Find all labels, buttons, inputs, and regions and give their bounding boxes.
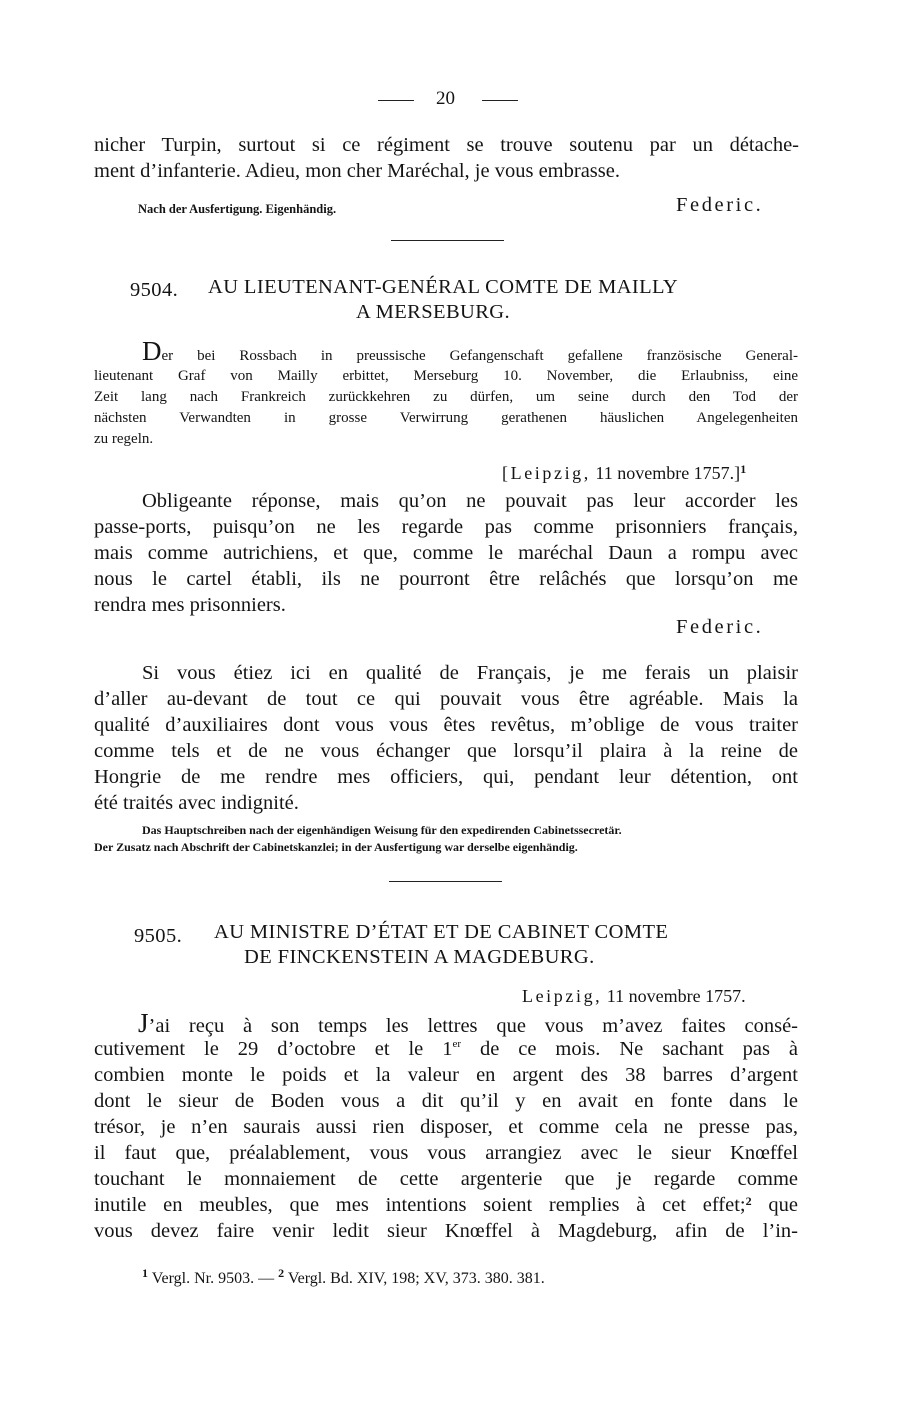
footnote-text: Vergl. Nr. 9503. — bbox=[151, 1270, 275, 1287]
postscript-line: qualité d’auxiliaires dont vous vous êtes revêtus, m’oblige de vous traiter bbox=[94, 714, 798, 736]
archival-note: Das Hauptschreiben nach der eigenhändigen Weisung für den expedirenden Cabinetssecretär. bbox=[142, 823, 622, 837]
letter-heading: A MERSEBURG. bbox=[356, 301, 511, 323]
summary-line: zu regeln. bbox=[94, 431, 154, 447]
footnote-marker: 2 bbox=[278, 1266, 285, 1280]
page-number-dash-left bbox=[378, 100, 414, 101]
summary-initial: D bbox=[142, 336, 162, 366]
postscript-line: comme tels et de ne vous échanger que lorsqu’il plaira à la reine de bbox=[94, 740, 798, 762]
letter-body-line: inutile en meubles, que mes intentions soient remplies à cet effet;$^2$ que bbox=[94, 1194, 798, 1216]
footnote-marker: 2 bbox=[745, 1194, 752, 1208]
letter-number: 9504. bbox=[130, 279, 179, 301]
letter-body-line: Obligeante réponse, mais qu’on ne pouvait pas leur accorder les bbox=[142, 490, 798, 512]
letter-body-line: J’ai reçu à son temps les lettres que vous m’avez faites consé- bbox=[138, 1008, 798, 1038]
letter-date: [Leipzig, 11 novembre 1757.]$^1$ bbox=[502, 462, 747, 483]
signature: Federic. bbox=[676, 194, 764, 216]
letter-body-line: trésor, je n’en saurais aussi rien disposer, et comme cela ne presse pas, bbox=[94, 1116, 798, 1138]
letter-heading: DE FINCKENSTEIN A MAGDEBURG. bbox=[244, 946, 595, 968]
section-divider bbox=[391, 240, 504, 241]
summary-line: Der bei Rossbach in preussische Gefangenschaft gefallene französische General- bbox=[142, 336, 798, 366]
postscript-line: Hongrie de me rendre mes officiers, qui, pendant leur détention, ont bbox=[94, 766, 798, 788]
summary-line: lieutenant Graf von Mailly erbittet, Merseburg 10. November, die Erlaubniss, eine bbox=[94, 368, 798, 384]
letter-body-line: combien monte le poids et la valeur en argent des 38 barres d’argent bbox=[94, 1064, 798, 1086]
source-note: Nach der Ausfertigung. Eigenhändig. bbox=[138, 202, 337, 216]
letter-body-line: il faut que, préalablement, vous vous arrangiez avec le sieur Knœffel bbox=[94, 1142, 798, 1164]
letter-number: 9505. bbox=[134, 925, 183, 947]
body-initial: J bbox=[138, 1008, 149, 1038]
footnotes bbox=[142, 1268, 545, 1289]
footnote-marker: 1 bbox=[142, 1266, 148, 1280]
signature: Federic. bbox=[676, 616, 764, 638]
letter-body-line: cutivement le 29 d’octobre et le 1er de ce mois. Ne sachant pas à bbox=[94, 1038, 799, 1060]
letter-heading: AU LIEUTENANT-GENÉRAL COMTE DE MAILLY bbox=[208, 276, 679, 298]
postscript-line: Si vous étiez ici en qualité de Français, je me ferais un plaisir bbox=[142, 662, 798, 684]
letter-body-line: dont le sieur de Boden vous a dit qu’il y en avait en fonte dans le bbox=[94, 1090, 798, 1112]
summary-line: nächsten Verwandten in grosse Verwirrung gerathenen häuslichen Angelegenheiten bbox=[94, 410, 798, 426]
page-number-dash-right bbox=[482, 100, 518, 101]
footnote-text: Vergl. Bd. XIV, 198; XV, 373. 380. 381. bbox=[287, 1270, 545, 1287]
page-number: 20 bbox=[436, 88, 455, 109]
letter-body-line: passe-ports, puisqu’on ne les regarde pas comme prisonniers français, bbox=[94, 516, 798, 538]
letter-body-line: nous le cartel établi, ils ne pourront être relâchés que lorsqu’on me bbox=[94, 568, 798, 590]
letter-body-line: rendra mes prisonniers. bbox=[94, 594, 286, 616]
letter-body-line: mais comme autrichiens, et que, comme le maréchal Daun a rompu avec bbox=[94, 542, 798, 564]
letter-body-line: vous devez faire venir ledit sieur Knœffel à Magdeburg, afin de l’in- bbox=[94, 1220, 798, 1242]
postscript-line: été traités avec indignité. bbox=[94, 792, 299, 814]
footnote-marker: 1 bbox=[740, 462, 747, 476]
section-divider bbox=[389, 881, 502, 882]
postscript-line: d’aller au-devant de tout ce qui pouvait vous être agréable. Mais la bbox=[94, 688, 798, 710]
letter-date: Leipzig, 11 novembre 1757. bbox=[522, 986, 746, 1006]
archival-note: Der Zusatz nach Abschrift der Cabinetskanzlei; in der Ausfertigung war derselbe eigenhändig. bbox=[94, 840, 578, 854]
intro-text-line: nicher Turpin, surtout si ce régiment se trouve soutenu par un détache- bbox=[94, 134, 799, 156]
intro-text-line: ment d’infanterie. Adieu, mon cher Maréchal, je vous embrasse. bbox=[94, 160, 620, 182]
letter-heading: AU MINISTRE D’ÉTAT ET DE CABINET COMTE bbox=[214, 921, 669, 943]
summary-line: Zeit lang nach Frankreich zurückkehren zu dürfen, um seine durch den Tod der bbox=[94, 389, 798, 405]
letter-body-line: touchant le monnaiement de cette argenterie que je regarde comme bbox=[94, 1168, 798, 1190]
